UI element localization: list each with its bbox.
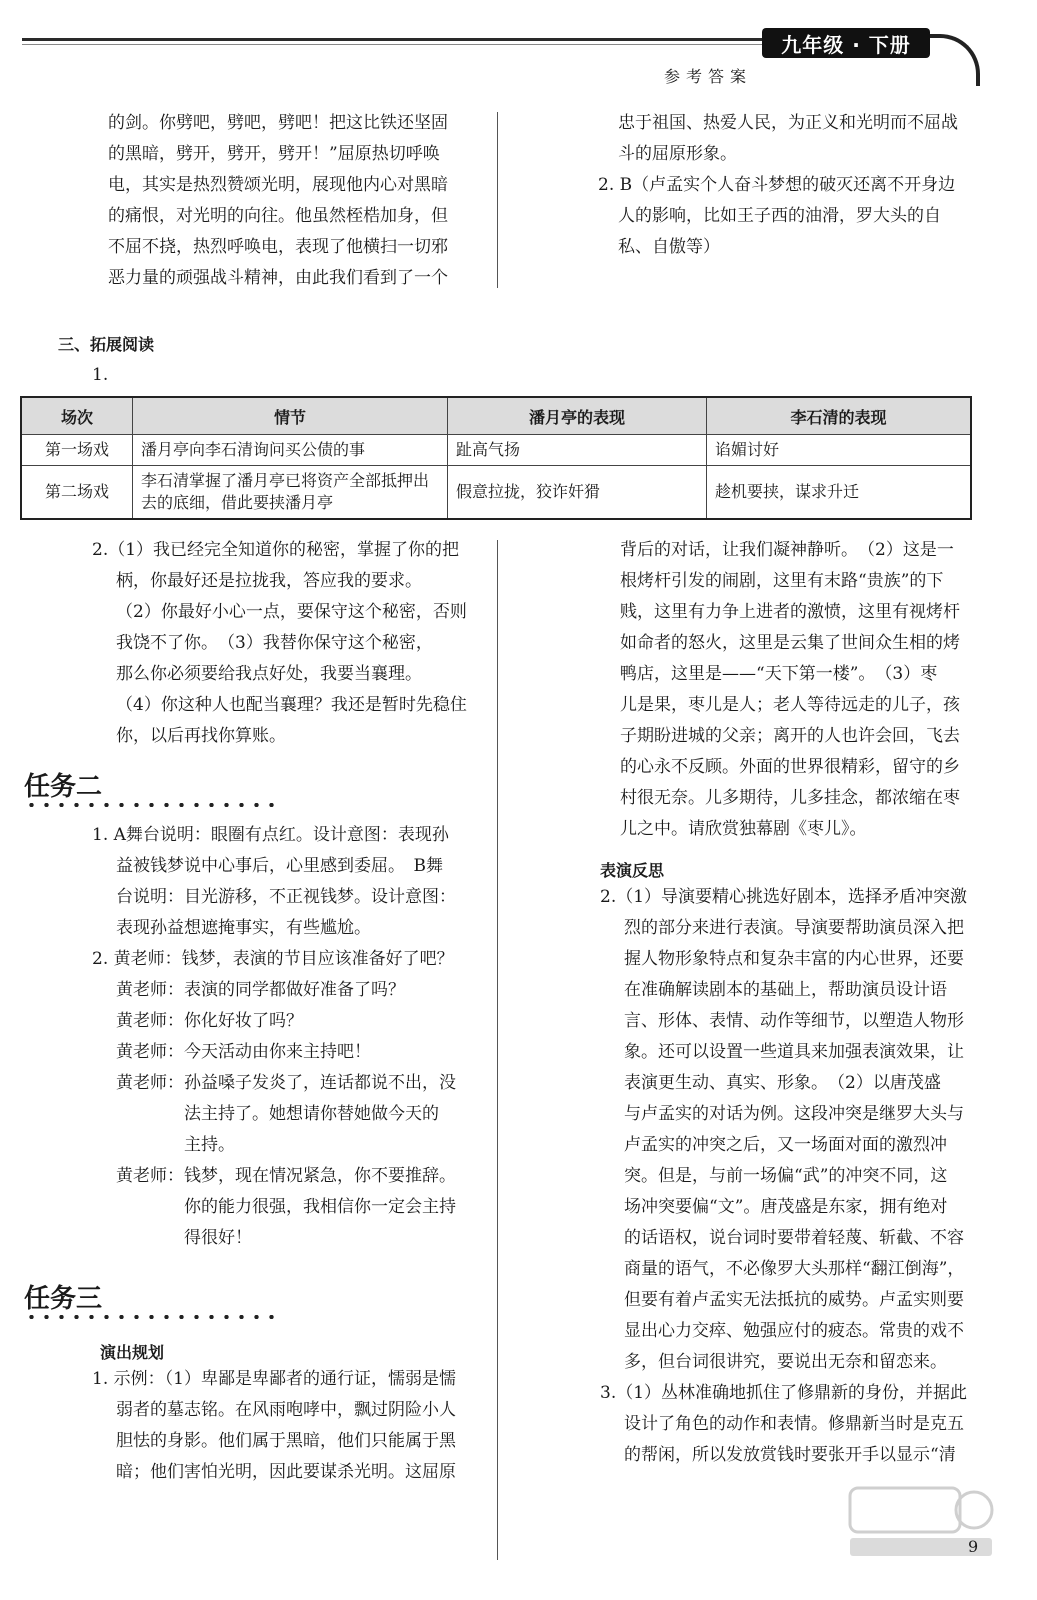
- text-line: 柄，你最好还是拉拢我，答应我的要求。: [116, 571, 422, 591]
- text-line: 儿是果，枣儿是人；老人等待远走的儿子，孩: [620, 695, 960, 715]
- text-line: 的帮闲，所以发放赏钱时要张开手以显示“清: [624, 1445, 956, 1465]
- text-line: 在准确解读剧本的基础上，帮助演员设计语: [624, 980, 947, 1000]
- table-cell: 谄媚讨好: [707, 435, 972, 466]
- table-cell: 假意拉拢，狡诈奸猾: [448, 466, 707, 520]
- text-line: 显出心力交瘁、勉强应付的疲态。常贵的戏不: [624, 1321, 964, 1341]
- text-line: 的心永不反顾。外面的世界很精彩，留守的乡: [620, 757, 960, 777]
- text-line: 2.（1）导演要精心挑选好剧本，选择矛盾冲突激: [600, 887, 968, 907]
- text-line: 2. B（卢孟实个人奋斗梦想的破灭还离不开身边: [598, 175, 956, 195]
- text-line: 但要有着卢孟实无法抵抗的威势。卢孟实则要: [624, 1290, 964, 1310]
- text-line: 主持。: [184, 1135, 235, 1155]
- table-cell: 李石清掌握了潘月亭已将资产全部抵押出去的底细，借此要挟潘月亭: [133, 466, 448, 520]
- header-rule-thin: [22, 44, 762, 45]
- table-cell: 第一场戏: [21, 435, 133, 466]
- text-line: 贱，这里有力争上进者的激愤，这里有视烤杆: [620, 602, 960, 622]
- section-title: 三、拓展阅读: [58, 335, 155, 354]
- text-line: 2.（1）我已经完全知道你的秘密，掌握了你的把: [92, 540, 460, 560]
- grade-badge: 九年级 · 下册: [762, 28, 930, 58]
- text-line: 私、自傲等）: [618, 237, 720, 257]
- table-header: 李石清的表现: [707, 397, 972, 435]
- header-rule: [22, 38, 762, 41]
- text-line: 忠于祖国、热爱人民，为正义和光明而不屈战: [618, 113, 958, 133]
- table-row: [21, 466, 971, 520]
- text-line: 商量的语气，不必像罗大头那样“翻江倒海”，: [624, 1259, 965, 1279]
- table-header: 场次: [21, 397, 133, 435]
- right-column-b: [600, 882, 990, 1471]
- text-line: 烈的部分来进行表演。导演要帮助演员深入把: [624, 918, 964, 938]
- text-line: 场冲突要偏“文”。唐茂盛是东家，拥有绝对: [624, 1197, 948, 1217]
- table-cell: 趾高气扬: [448, 435, 707, 466]
- text-line: 暗；他们害怕光明，因此要谋杀光明。这屈原: [116, 1462, 456, 1482]
- text-line: 村很无奈。儿多期待，儿多挂念，都浓缩在枣: [620, 788, 960, 808]
- text-line: 恶力量的顽强战斗精神，由此我们看到了一个: [108, 268, 448, 288]
- text-line: 如命者的怒火，这里是云集了世间众生相的烤: [620, 633, 960, 653]
- text-line: 3.（1）丛林准确地抓住了修鼎新的身份，并据此: [600, 1383, 968, 1403]
- text-line: 表现孙益想遮掩事实，有些尴尬。: [116, 918, 371, 938]
- text-line: 的话语权，说台词时要带着轻蔑、斩截、不容: [624, 1228, 964, 1248]
- text-line: 我饶不了你。 （3）我替你保守这个秘密，: [116, 633, 433, 653]
- text-line: 黄老师：孙益嗓子发炎了，连话都说不出，没: [116, 1073, 456, 1093]
- text-line: 鸭店，这里是——“天下第一楼”。 （3）枣: [620, 664, 938, 684]
- text-line: 的黑暗，劈开，劈开，劈开！”屈原热切呼唤: [108, 144, 440, 164]
- table-cell: 第二场戏: [21, 466, 133, 520]
- dotted-rule: [24, 803, 274, 807]
- answer-label: 参考答案: [664, 67, 753, 86]
- table-cell: 潘月亭向李石清询问买公债的事: [133, 435, 448, 466]
- answer-table: [20, 396, 972, 520]
- text-line: 人的影响，比如王子西的油滑，罗大头的自: [618, 206, 941, 226]
- table-header-row: [21, 397, 971, 435]
- text-line: （2）你最好小心一点，要保守这个秘密，否则: [116, 602, 467, 622]
- text-line: （4）你这种人也配当襄理？我还是暂时先稳住: [116, 695, 467, 715]
- task-two-title: 任务二: [24, 772, 103, 802]
- text-line: 2. 黄老师：钱梦，表演的节目应该准备好了吧？: [92, 949, 454, 969]
- column-divider: [497, 112, 498, 288]
- task-three-title: 任务三: [24, 1284, 103, 1314]
- text-line: 象。还可以设置一些道具来加强表演效果，让: [624, 1042, 964, 1062]
- text-line: 法主持了。她想请你替她做今天的: [184, 1104, 439, 1124]
- item-number: 1.: [92, 365, 109, 385]
- task-three-body: [92, 1364, 492, 1488]
- right-column-a: [600, 535, 990, 845]
- text-line: 电，其实是热烈赞颂光明，展现他内心对黑暗: [108, 175, 448, 195]
- text-line: 的剑。你劈吧，劈吧，劈吧！把这比铁还坚固: [108, 113, 448, 133]
- text-line: 弱者的墓志铭。在风雨咆哮中，飘过阴险小人: [116, 1400, 456, 1420]
- text-line: 握人物形象特点和复杂丰富的内心世界，还要: [624, 949, 964, 969]
- table-row: [21, 435, 971, 466]
- text-line: 斗的屈原形象。: [618, 144, 737, 164]
- table-cell: 趁机要挟，谋求升迁: [707, 466, 972, 520]
- text-line: 黄老师：今天活动由你来主持吧！: [116, 1042, 371, 1062]
- subsection-title: 演出规划: [100, 1343, 165, 1362]
- top-right-column: [598, 108, 988, 263]
- text-line: 言、形体、表情、动作等细节，以塑造人物形: [624, 1011, 964, 1031]
- text-line: 表演更生动、真实、形象。 （2）以唐茂盛: [624, 1073, 941, 1093]
- table-header: 情节: [133, 397, 448, 435]
- text-line: 不屈不挠，热烈呼唤电，表现了他横扫一切邪: [108, 237, 448, 257]
- text-line: 黄老师：表演的同学都做好准备了吗？: [116, 980, 405, 1000]
- text-line: 黄老师：钱梦，现在情况紧急，你不要推辞。: [116, 1166, 456, 1186]
- text-line: 背后的对话，让我们凝神静听。 （2）这是一: [620, 540, 954, 560]
- text-line: 设计了角色的动作和表情。修鼎新当时是克五: [624, 1414, 964, 1434]
- left-mid-column: [92, 535, 492, 752]
- page-number: 9: [968, 1537, 979, 1556]
- text-line: 1. A舞台说明：眼圈有点红。设计意图：表现孙: [92, 825, 449, 845]
- text-line: 的痛恨，对光明的向往。他虽然桎梏加身，但: [108, 206, 448, 226]
- column-divider: [497, 540, 498, 1560]
- text-line: 卢孟实的冲突之后，又一场面对面的激烈冲: [624, 1135, 947, 1155]
- text-line: 突。但是，与前一场偏“武”的冲突不同，这: [624, 1166, 948, 1186]
- text-line: 那么你必须要给我点好处，我要当襄理。: [116, 664, 422, 684]
- top-left-column: [108, 108, 488, 294]
- text-line: 得很好！: [184, 1228, 252, 1248]
- dotted-rule: [24, 1315, 274, 1319]
- text-line: 你，以后再找你算账。: [116, 726, 286, 746]
- text-line: 与卢孟实的对话为例。这段冲突是继罗大头与: [624, 1104, 964, 1124]
- text-line: 儿之中。请欣赏独幕剧《枣儿》。: [620, 819, 867, 839]
- text-line: 台说明：目光游移，不正视钱梦。设计意图：: [116, 887, 456, 907]
- text-line: 你的能力很强，我相信你一定会主持: [184, 1197, 456, 1217]
- subsection-title: 表演反思: [600, 861, 665, 880]
- text-line: 胆怯的身影。他们属于黑暗，他们只能属于黑: [116, 1431, 456, 1451]
- task-two-body: [92, 820, 492, 1254]
- text-line: 1. 示例：（1）卑鄙是卑鄙者的通行证，懦弱是懦: [92, 1369, 456, 1389]
- table-header: 潘月亭的表现: [448, 397, 707, 435]
- text-line: 多，但台词很讲究，要说出无奈和留恋来。: [624, 1352, 947, 1372]
- text-line: 益被钱梦说中心事后，心里感到委屈。 B舞: [116, 856, 443, 876]
- text-line: 黄老师：你化好妆了吗？: [116, 1011, 303, 1031]
- text-line: 根烤杆引发的闹剧，这里有末路“贵族”的下: [620, 571, 944, 591]
- text-line: 子期盼进城的父亲；离开的人也许会回，飞去: [620, 726, 960, 746]
